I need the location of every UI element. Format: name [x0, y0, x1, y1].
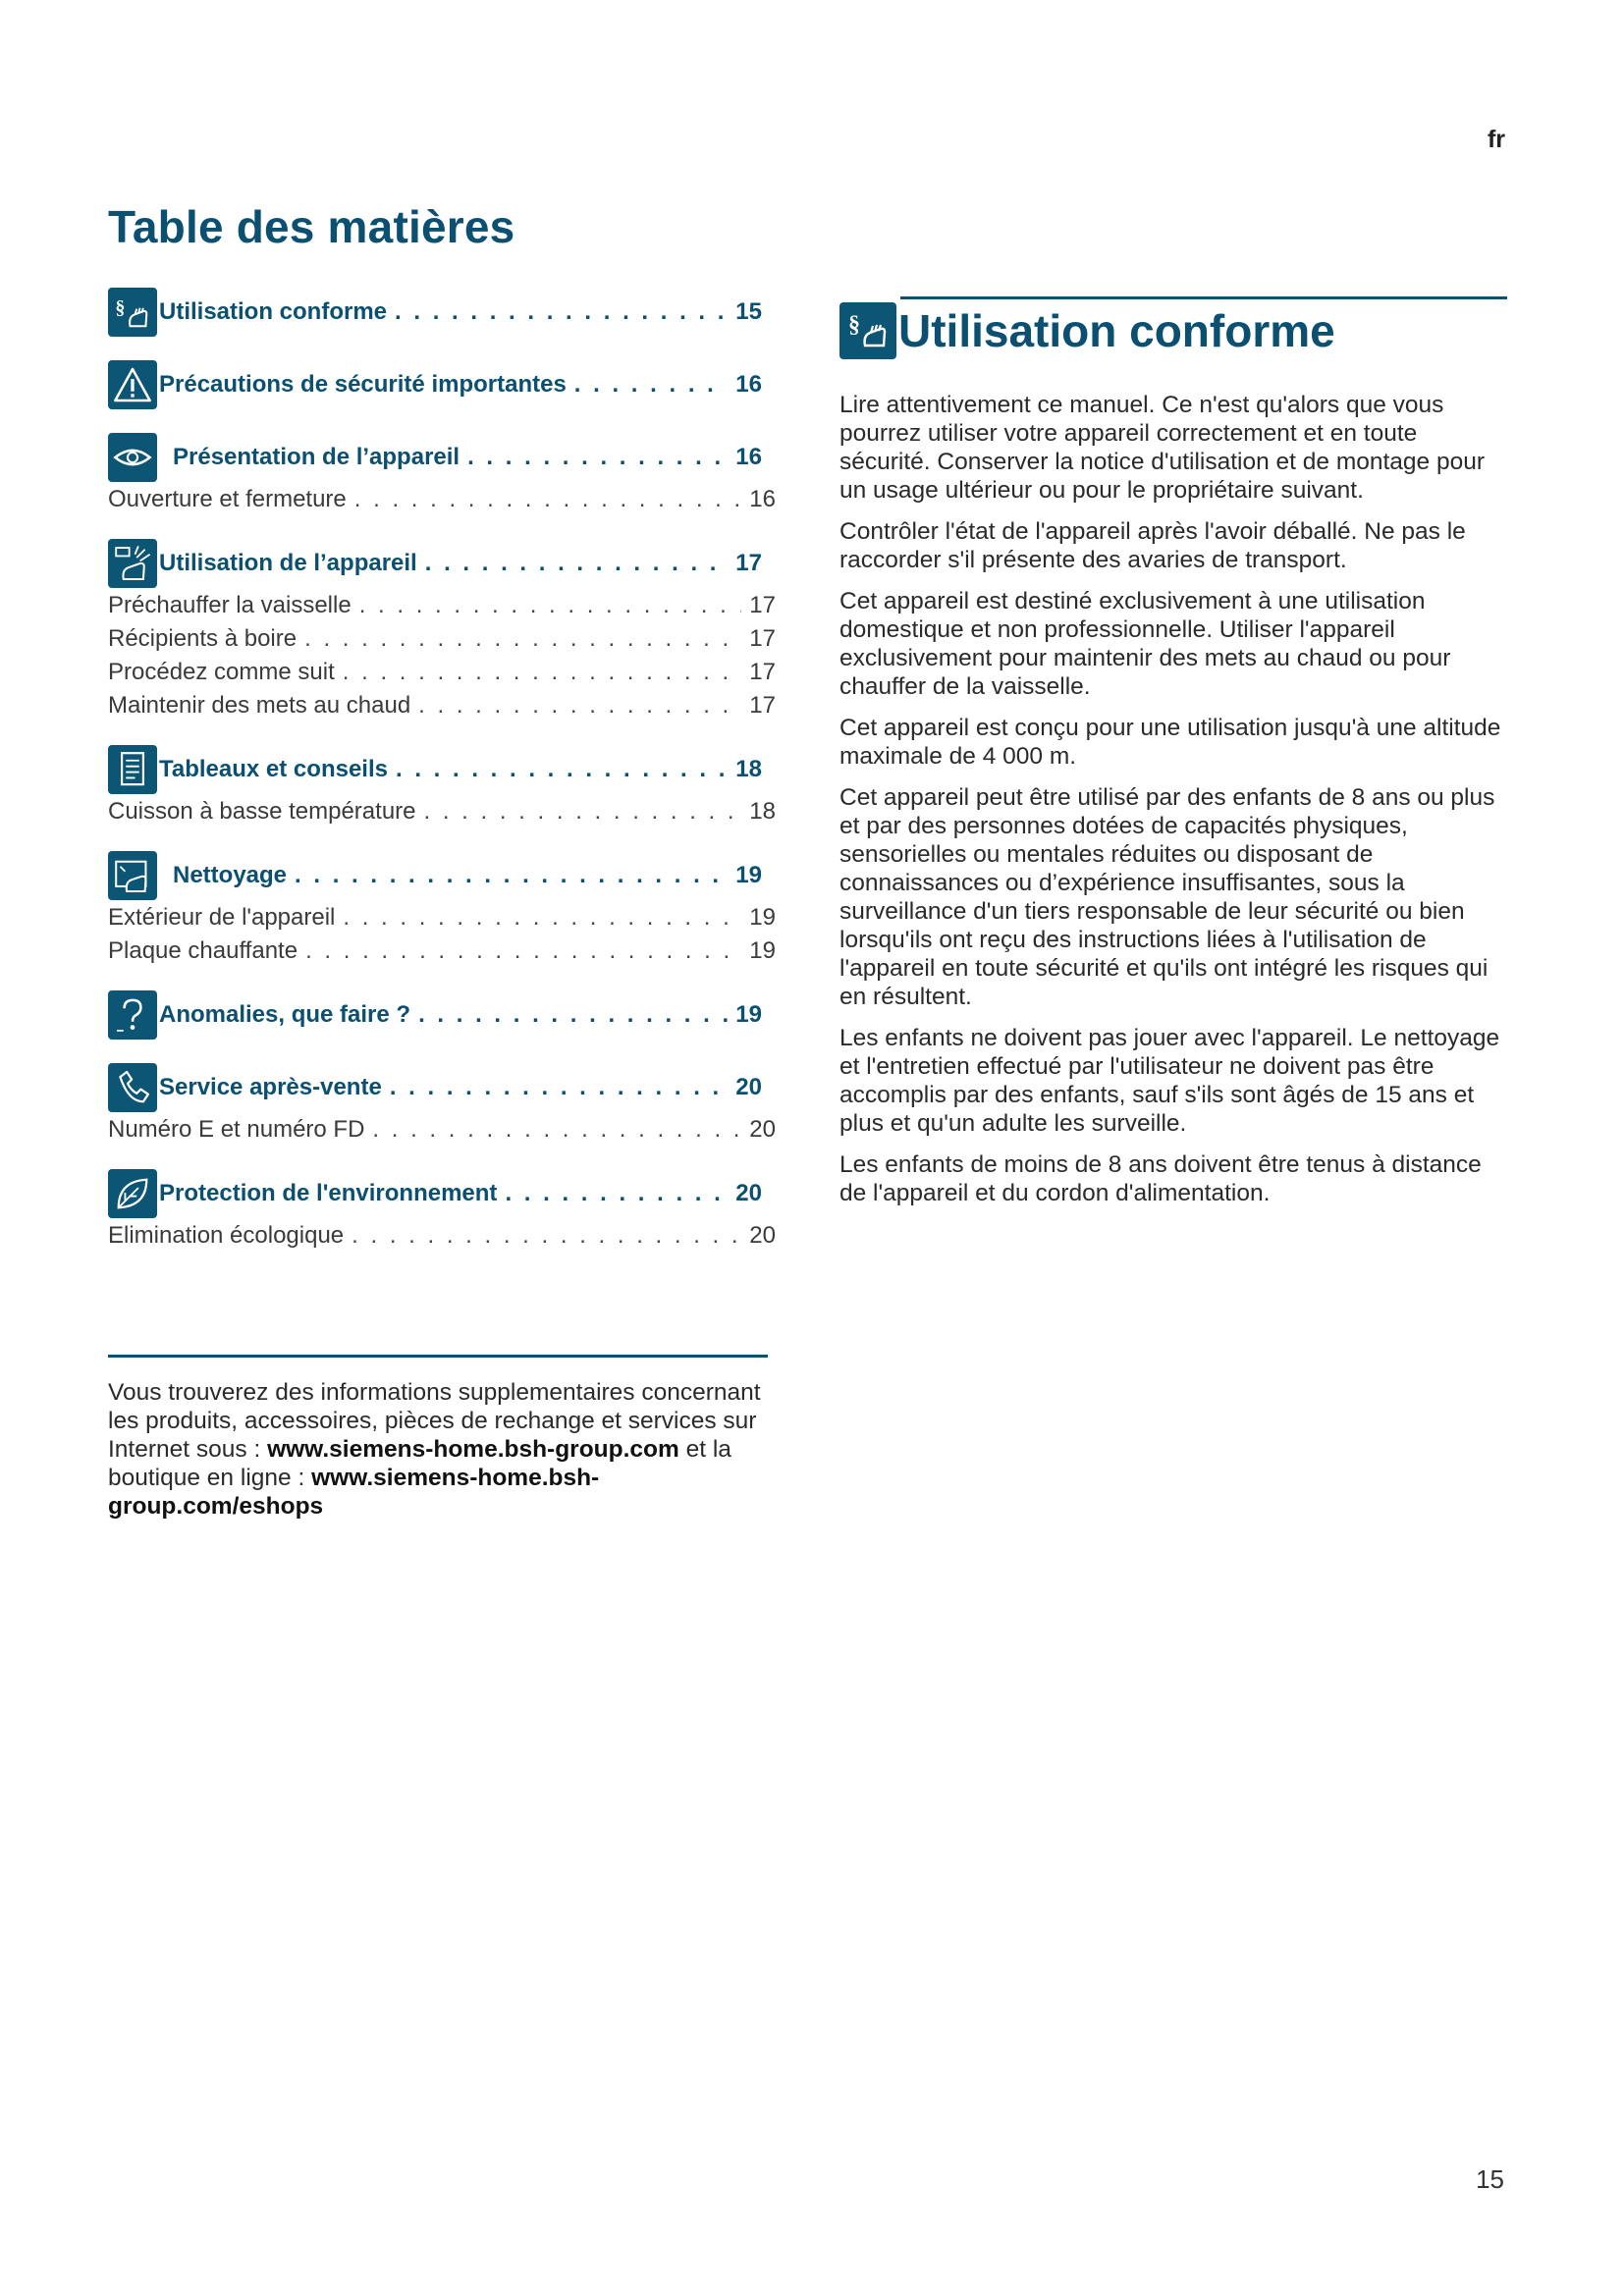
toc-entry-label: Précautions de sécurité importantes: [159, 371, 567, 398]
toc-subentry-label: Numéro E et numéro FD: [108, 1116, 365, 1143]
warning-triangle-icon: [108, 360, 157, 409]
dot-leader: [359, 592, 742, 619]
toc-subentry[interactable]: [108, 589, 776, 622]
toc-entry-label: Tableaux et conseils: [159, 756, 388, 782]
toc-subentry-page: 20: [749, 1222, 776, 1249]
dot-leader: [505, 1180, 728, 1207]
toc-subentry[interactable]: [108, 622, 776, 656]
language-code: fr: [1487, 126, 1505, 153]
toc-entry-label: Utilisation conforme: [159, 298, 388, 325]
toc-subentry-label: Procédez comme suit: [108, 659, 335, 685]
toc-entry-page: 19: [735, 862, 762, 888]
toc-entry[interactable]: [108, 538, 776, 589]
paragraph-hand-icon: [839, 302, 896, 359]
toc-entry[interactable]: [108, 989, 776, 1041]
toc-section: [108, 538, 776, 722]
toc-entry[interactable]: [108, 1062, 776, 1113]
toc-subentry-page: 19: [749, 904, 776, 931]
toc-section: [108, 744, 776, 828]
table-of-contents: [108, 287, 776, 1274]
dot-leader: [390, 1074, 728, 1101]
section-utilisation-conforme: [839, 294, 1507, 1220]
paragraph-hand-icon: [108, 288, 157, 337]
toc-subentry[interactable]: [108, 1113, 776, 1147]
toc-section: [108, 432, 776, 516]
body-paragraph: Contrôler l'état de l'appareil après l'avoir déballé. Ne pas le raccorder s'il présente des avaries de transport.: [839, 518, 1466, 573]
toc-subentry[interactable]: [108, 901, 776, 934]
toc-entry-page: 16: [735, 371, 762, 398]
section-title: Utilisation conforme: [898, 305, 1335, 356]
toc-subentry[interactable]: [108, 689, 776, 722]
toc-subentry-page: 20: [749, 1116, 776, 1143]
toc-subentry-label: Cuisson à basse température: [108, 798, 416, 825]
toc-entry-label: Service après-vente: [159, 1074, 382, 1100]
toc-entry[interactable]: [108, 744, 776, 795]
toc-entry-page: 15: [735, 298, 762, 325]
toc-subentry-page: 18: [749, 798, 776, 825]
toc-subentry-label: Plaque chauffante: [108, 937, 298, 964]
body-paragraph: Lire attentivement ce manuel. Ce n'est qu'alors que vous pourrez utiliser votre appareil correctement et en toute sécurité. Conserver la notice d'utilisation et de montage pour un usage ultérieur ou pour le propriétaire suivant.: [839, 392, 1486, 504]
toc-entry-page: 20: [735, 1074, 762, 1100]
toc-subentry-page: 17: [749, 625, 776, 652]
eye-icon: [108, 433, 157, 482]
telephone-icon: [108, 1063, 157, 1112]
svg-text:§: §: [848, 312, 860, 338]
toc-entry[interactable]: [108, 287, 776, 338]
toc-entry[interactable]: [108, 359, 776, 410]
toc-entry-label: Présentation de l’appareil: [173, 444, 460, 470]
table-document-icon: [108, 745, 157, 794]
question-icon: [108, 990, 157, 1040]
svg-text:§: §: [115, 296, 126, 319]
toc-section: [108, 989, 776, 1041]
dot-leader: [354, 486, 742, 513]
toc-section: [108, 1168, 776, 1253]
toc-subentry-page: 17: [749, 659, 776, 685]
section-body: [839, 391, 1507, 1207]
body-paragraph: Les enfants de moins de 8 ans doivent être tenus à distance de l'appareil et du cordon d'alimentation.: [839, 1151, 1482, 1206]
page-number: 15: [1476, 2164, 1504, 2194]
leaf-icon: [108, 1169, 157, 1218]
toc-subentry-label: Ouverture et fermeture: [108, 486, 347, 512]
toc-subentry[interactable]: [108, 1219, 776, 1253]
toc-section: [108, 1062, 776, 1147]
dot-leader: [418, 1001, 728, 1029]
dot-leader: [424, 798, 742, 826]
dot-leader: [304, 625, 741, 653]
note-text-middle: et la boutique en ligne :: [108, 1436, 731, 1491]
note-rule: [108, 1355, 768, 1358]
note-text: Vous trouverez des informations supplementaires concernant les produits, accessoires, pièces de rechange et services sur Internet sous :: [108, 1379, 761, 1463]
dot-leader: [343, 659, 742, 686]
dot-leader: [574, 371, 729, 399]
toc-entry-page: 16: [735, 444, 762, 470]
toc-subentry-page: 19: [749, 937, 776, 964]
toc-subentry-label: Extérieur de l'appareil: [108, 904, 336, 931]
toc-entry[interactable]: [108, 850, 776, 901]
toc-entry[interactable]: [108, 432, 776, 483]
toc-section: [108, 850, 776, 968]
toc-entry-label: Protection de l'environnement: [159, 1180, 498, 1206]
toc-section: [108, 359, 776, 410]
toc-entry-page: 18: [735, 756, 762, 782]
body-paragraph: Cet appareil peut être utilisé par des enfants de 8 ans ou plus et par des personnes dotées de capacités physiques, sensorielles ou mentales réduites ou disposant de connaissances ou d’expérience insuffisantes, sous la surveillance d'un tiers responsable de leur sécurité ou bien lorsqu'ils ont reçu des instructions liées à l'utilisation de l'appareil en toute sécurité et qu'ils ont intégré les risques qui en résultent.: [839, 784, 1495, 1010]
hand-operating-icon: [108, 539, 157, 588]
dot-leader: [305, 937, 741, 965]
cleaning-hand-icon: [108, 851, 157, 900]
dot-leader: [343, 904, 741, 932]
dot-leader: [467, 444, 728, 471]
toc-subentry-page: 16: [749, 486, 776, 512]
info-note: [108, 1378, 776, 1521]
page-title: Table des matières: [108, 201, 515, 252]
body-paragraph: Cet appareil est conçu pour une utilisation jusqu'à une altitude maximale de 4 000 m.: [839, 715, 1501, 770]
dot-leader: [372, 1116, 741, 1144]
toc-entry-page: 19: [735, 1001, 762, 1028]
toc-entry-page: 17: [735, 550, 762, 576]
dot-leader: [418, 692, 741, 720]
toc-entry-label: Utilisation de l’appareil: [159, 550, 417, 576]
section-heading: [839, 294, 1507, 363]
dot-leader: [396, 756, 728, 783]
toc-subentry-label: Maintenir des mets au chaud: [108, 692, 411, 719]
dot-leader: [295, 862, 728, 889]
toc-entry-label: Nettoyage: [173, 862, 288, 888]
toc-section: [108, 287, 776, 338]
website-link[interactable]: www.siemens-home.bsh-group.com: [267, 1436, 679, 1463]
toc-subentry-page: 17: [749, 692, 776, 719]
toc-subentry-label: Préchauffer la vaisselle: [108, 592, 352, 618]
toc-subentry[interactable]: [108, 934, 776, 968]
dot-leader: [352, 1222, 741, 1250]
toc-subentry[interactable]: [108, 795, 776, 828]
toc-entry[interactable]: [108, 1168, 776, 1219]
toc-subentry-label: Récipients à boire: [108, 625, 298, 652]
body-paragraph: Les enfants ne doivent pas jouer avec l'appareil. Le nettoyage et l'entretien effectué par l'utilisateur ne doivent pas être accomplis par des enfants, sauf s'ils sont âgés de 15 ans et plus et qu'un adulte les surveille.: [839, 1025, 1500, 1137]
dot-leader: [395, 298, 728, 326]
toc-subentry[interactable]: [108, 483, 776, 516]
toc-subentry-label: Elimination écologique: [108, 1222, 345, 1249]
eshop-link[interactable]: www.siemens-home.bsh-group.com/eshops: [108, 1465, 600, 1520]
toc-entry-page: 20: [735, 1180, 762, 1206]
dot-leader: [425, 550, 729, 577]
toc-subentry[interactable]: [108, 656, 776, 689]
section-rule: [900, 296, 1507, 299]
body-paragraph: Cet appareil est destiné exclusivement à une utilisation domestique et non professionnelle. Utiliser l'appareil exclusivement pour maintenir des mets au chaud ou pour chauffer de la vaisselle.: [839, 588, 1451, 700]
toc-subentry-page: 17: [749, 592, 776, 618]
toc-entry-label: Anomalies, que faire ?: [159, 1001, 411, 1028]
